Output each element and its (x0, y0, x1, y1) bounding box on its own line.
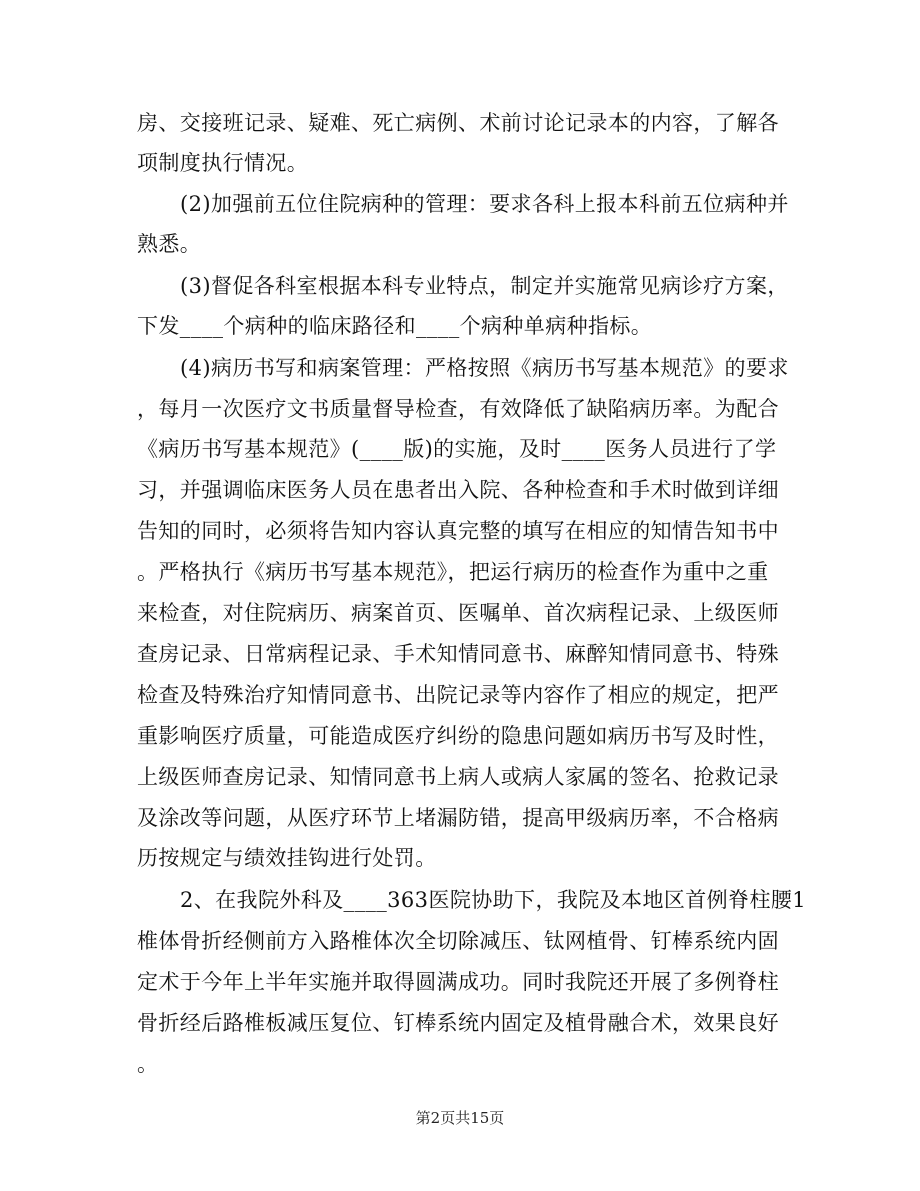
text-line: 椎体骨折经侧前方入路椎体次全切除减压、钛网植骨、钉棒系统内固 (137, 929, 779, 953)
text-line: 下发____个病种的临床路径和____个病种单病种指标。 (137, 314, 653, 338)
text-line: 习，并强调临床医务人员在患者出入院、各种检查和手术时做到详细 (137, 478, 779, 502)
text-line: 查房记录、日常病程记录、手术知情同意书、麻醉知情同意书、特殊 (137, 642, 779, 666)
text-line: (4)病历书写和病案管理：严格按照《病历书写基本规范》的要求 (180, 356, 789, 380)
text-line: 及涂改等问题，从医疗环节上堵漏防错，提高甲级病历率，不合格病 (137, 806, 779, 830)
text-line: 定术于今年上半年实施并取得圆满成功。同时我院还开展了多例脊柱 (137, 970, 779, 994)
text-line: 来检查，对住院病历、病案首页、医嘱单、首次病程记录、上级医师 (137, 601, 779, 625)
text-line: 2、在我院外科及____363医院协助下，我院及本地区首例脊柱腰1 (180, 888, 807, 912)
text-line: ，每月一次医疗文书质量督导检查，有效降低了缺陷病历率。为配合 (137, 397, 779, 421)
text-line: 历按规定与绩效挂钩进行处罚。 (137, 846, 437, 870)
text-line: 。 (137, 1052, 159, 1076)
text-line: (3)督促各科室根据本科专业特点，制定并实施常见病诊疗方案， (180, 274, 789, 298)
text-line: 。严格执行《病历书写基本规范》，把运行病历的检查作为重中之重 (137, 560, 769, 584)
text-line: 告知的同时，必须将告知内容认真完整的填写在相应的知情告知书中 (137, 519, 779, 543)
text-line: (2)加强前五位住院病种的管理：要求各科上报本科前五位病种并 (180, 192, 789, 216)
text-line: 骨折经后路椎板减压复位、钉棒系统内固定及植骨融合术，效果良好 (137, 1011, 779, 1035)
text-line: 项制度执行情况。 (137, 151, 309, 175)
page-number: 第2页共15页 (415, 1109, 505, 1127)
text-line: 《病历书写基本规范》(____版)的实施，及时____医务人员进行了学 (137, 437, 777, 461)
text-line: 熟悉。 (137, 232, 202, 256)
text-line: 检查及特殊治疗知情同意书、出院记录等内容作了相应的规定，把严 (137, 683, 779, 707)
text-line: 房、交接班记录、疑难、死亡病例、术前讨论记录本的内容，了解各 (137, 111, 779, 135)
text-line: 上级医师查房记录、知情同意书上病人或病人家属的签名、抢救记录 (137, 765, 779, 789)
text-line: 重影响医疗质量，可能造成医疗纠纷的隐患问题如病历书写及时性， (137, 724, 779, 748)
